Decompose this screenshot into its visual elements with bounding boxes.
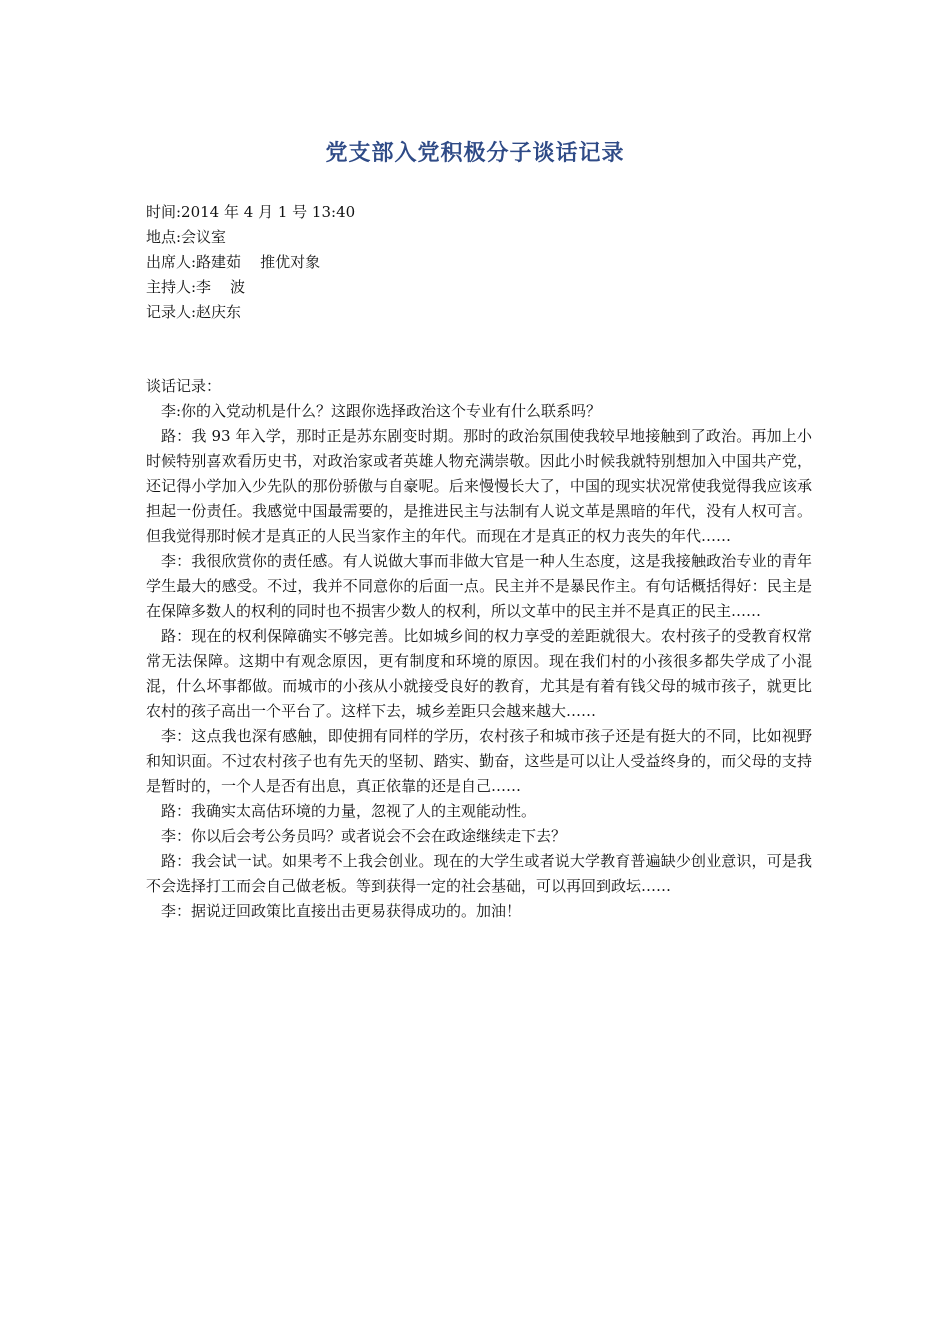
meeting-info	[146, 200, 806, 325]
document-title: 党支部入党积极分子谈话记录	[325, 140, 625, 166]
dialogue-paragraph: 路：我确实太高估环境的力量，忽视了人的主观能动性。	[161, 802, 537, 820]
dialogue-paragraph: 李：我很欣赏你的责任感。有人说做大事而非做大官是一种人生态度，这是我接触政治专业的青年学生最大的感受。不过，我并不同意你的后面一点。民主并不是暴民作主。有句话概括得好：民主是在保障多数人的权利的同时也不损害少数人的权利，所以文革中的民主并不是真正的民主……	[146, 552, 812, 620]
dialogue-paragraph: 李:你的入党动机是什么？这跟你选择政治这个专业有什么联系吗？	[161, 402, 602, 420]
dialogue-paragraph: 路：我 93 年入学，那时正是苏东剧变时期。那时的政治氛围使我较早地接触到了政治。再加上小时候特别喜欢看历史书，对政治家或者英雄人物充满崇敬。因此小时候我就特别想加入中国共产党，还记得小学加入少先队的那份骄傲与自豪呢。后来慢慢长大了，中国的现实状况常使我觉得我应该承担起一份责任。我感觉中国最需要的，是推进民主与法制有人说文革是黑暗的年代，没有人权可言。但我觉得那时候才是真正的人民当家作主的年代。而现在才是真正的权力丧失的年代……	[146, 427, 812, 545]
meeting-place: 地点:会议室	[146, 228, 227, 246]
meeting-time: 时间:2014 年 4 月 1 号 13:40	[146, 203, 356, 221]
dialogue-paragraph: 路：现在的权利保障确实不够完善。比如城乡间的权力享受的差距就很大。农村孩子的受教育权常常无法保障。这期中有观念原因，更有制度和环境的原因。现在我们村的小孩很多都失学成了小混混，什么坏事都做。而城市的小孩从小就接受良好的教育，尤其是有着有钱父母的城市孩子，就更比农村的孩子高出一个平台了。这样下去，城乡差距只会越来越大……	[146, 627, 812, 720]
dialogue-paragraph: 路：我会试一试。如果考不上我会创业。现在的大学生或者说大学教育普遍缺少创业意识，可是我不会选择打工而会自己做老板。等到获得一定的社会基础，可以再回到政坛……	[146, 852, 812, 895]
dialogue-paragraph: 李：你以后会考公务员吗？或者说会不会在政途继续走下去？	[161, 827, 567, 845]
dialogue-paragraph: 李：据说迂回政策比直接出击更易获得成功的。加油！	[161, 902, 522, 920]
conversation-record	[146, 374, 812, 924]
meeting-host: 主持人:李 波	[146, 278, 246, 296]
dialogue-paragraph: 李：这点我也深有感触，即使拥有同样的学历，农村孩子和城市孩子还是有挺大的不同，比如视野和知识面。不过农村孩子也有先天的坚韧、踏实、勤奋，这些是可以让人受益终身的，而父母的支持是暂时的，一个人是否有出息，真正依靠的还是自己……	[146, 727, 812, 795]
meeting-recorder: 记录人:赵庆东	[146, 303, 242, 321]
meeting-attendees: 出席人:路建茹 推优对象	[146, 253, 321, 271]
record-heading: 谈话记录：	[146, 377, 222, 395]
